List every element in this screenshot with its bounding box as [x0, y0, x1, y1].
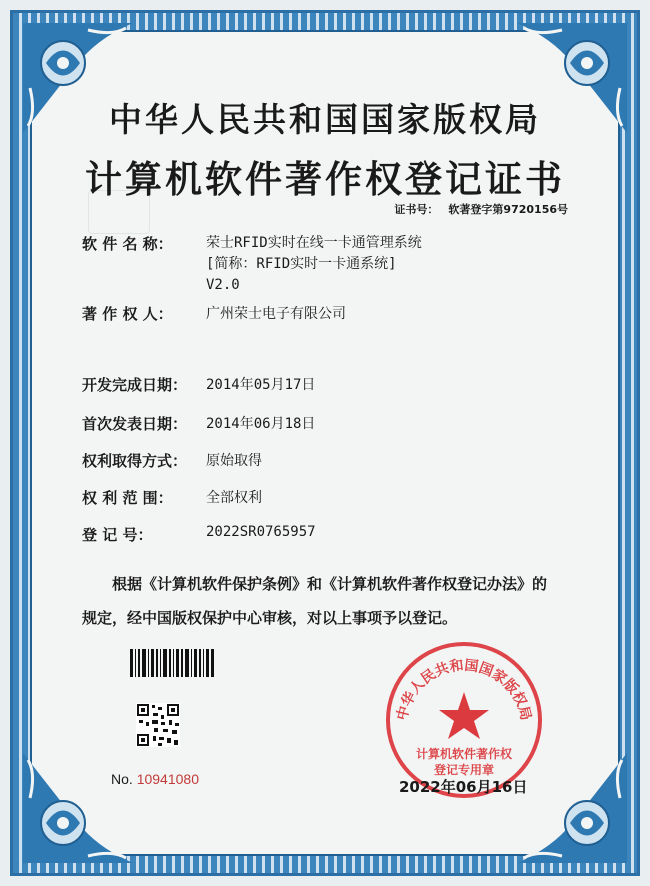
copyright-owner-value: 广州荣士电子有限公司 — [206, 306, 346, 322]
certificate-title: 计算机软件著作权登记证书 — [85, 158, 565, 201]
registration-no-label: 登 记 号： — [82, 526, 153, 544]
seal-ring-text: 中华人民共和国国家版权局 — [394, 657, 534, 722]
cert-no-label: 证书号： — [394, 203, 439, 216]
certificate-number — [394, 201, 568, 217]
statement-line-1: 根据《计算机软件保护条例》和《计算机软件著作权登记办法》的 — [112, 575, 548, 593]
issuer-title: 中华人民共和国国家版权局 — [109, 100, 541, 139]
software-version-line: V2.0 — [206, 277, 240, 293]
qr-code-icon — [136, 703, 180, 747]
serial-value: 10941080 — [136, 771, 199, 787]
copyright-owner-label: 著 作 权 人： — [82, 305, 173, 323]
issue-date: 2022年06月16日 — [399, 778, 528, 796]
seal-center-line-2: 登记专用章 — [433, 763, 495, 777]
acquisition-label: 权利取得方式： — [82, 452, 188, 470]
registration-no-value: 2022SR0765957 — [206, 524, 316, 540]
first-publish-date-label: 首次发表日期： — [82, 415, 188, 433]
software-name-label: 软 件 名 称： — [82, 235, 173, 253]
corner-ornament-icon — [18, 748, 138, 868]
scope-label: 权 利 范 围： — [82, 489, 173, 507]
acquisition-value: 原始取得 — [206, 453, 262, 469]
software-name-value — [206, 233, 422, 296]
serial-prefix: No. — [111, 771, 133, 787]
software-short-name-line: [简称：RFID实时一卡通系统] — [206, 256, 397, 272]
first-publish-date-value: 2014年06月18日 — [206, 416, 316, 432]
serial-number — [111, 771, 199, 787]
statement-line-2: 规定，经中国版权保护中心审核，对以上事项予以登记。 — [82, 609, 458, 627]
barcode-icon — [130, 649, 214, 677]
seal-center-line-1: 计算机软件著作权 — [415, 747, 513, 761]
software-name-line: 荣士RFID实时在线一卡通管理系统 — [206, 235, 422, 251]
scope-value: 全部权利 — [206, 490, 262, 506]
dev-complete-date-value: 2014年05月17日 — [206, 377, 316, 393]
dev-complete-date-label: 开发完成日期： — [82, 376, 188, 394]
cert-no-value: 软著登字第9720156号 — [448, 203, 568, 216]
